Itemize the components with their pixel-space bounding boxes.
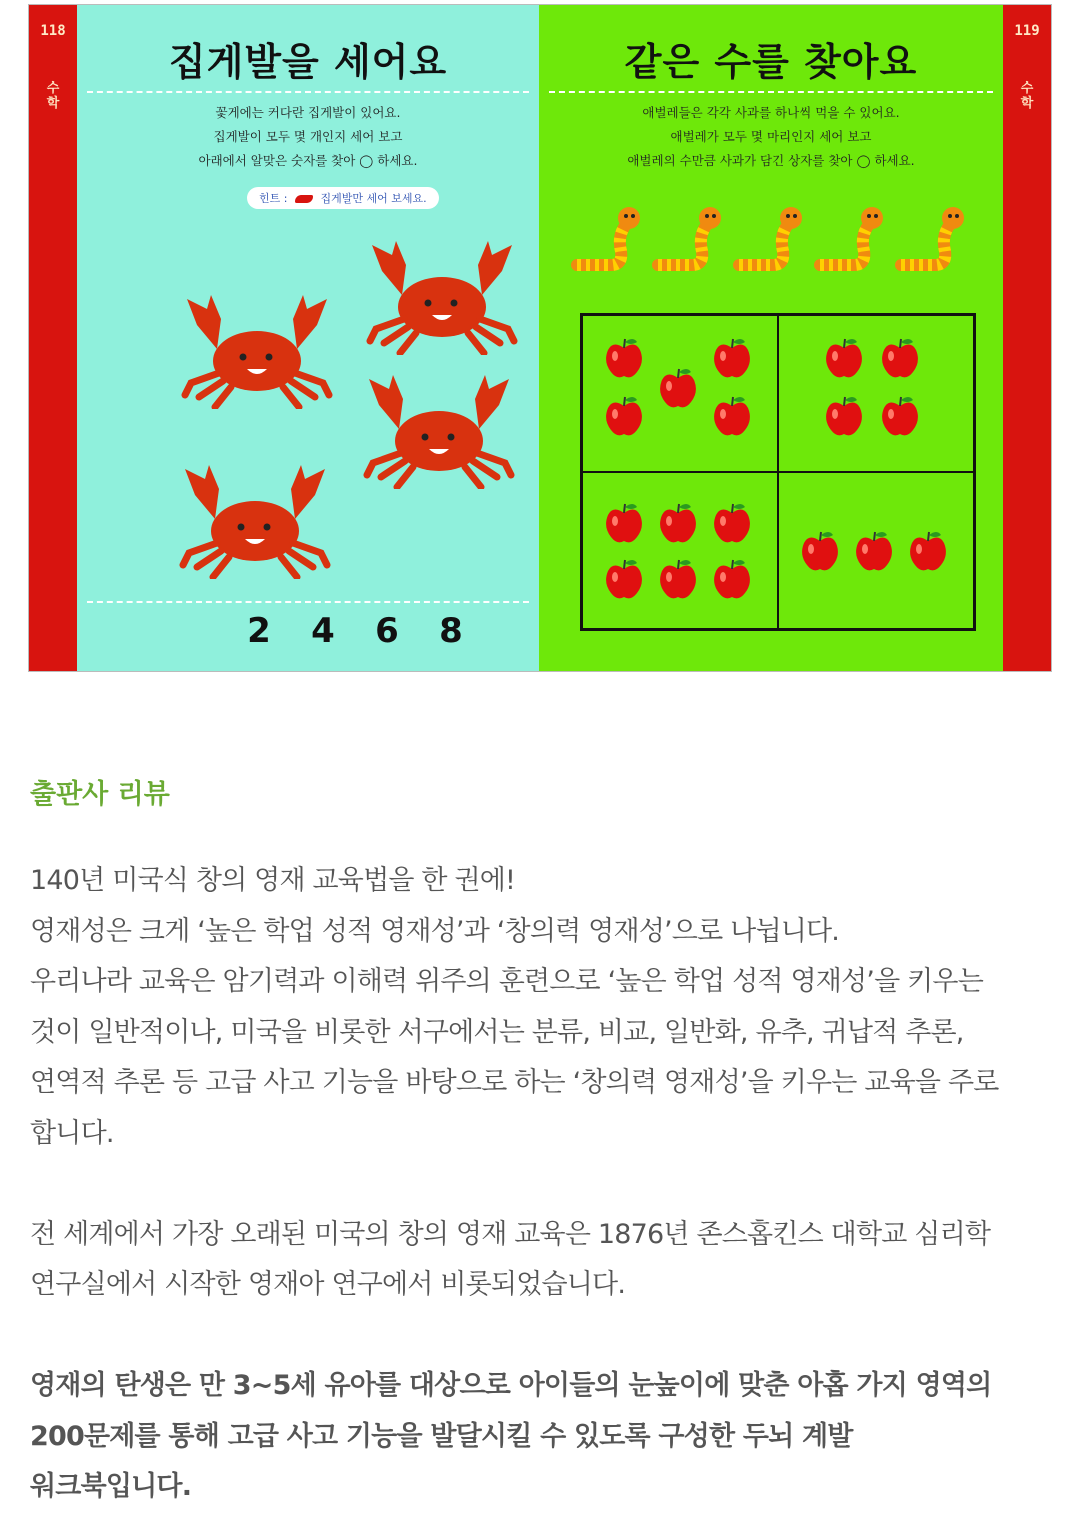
caterpillar-illustration [733,205,805,277]
review-line: 워크북입니다. [30,1471,192,1502]
apple-icon [879,336,921,376]
right-page-tab [1003,5,1051,671]
review-line: 200문제를 통해 고급 사고 기능을 발달시킬 수 있도록 구성한 두뇌 계발 [30,1420,853,1452]
apple-icon [603,501,645,541]
crab-illustration [177,291,337,409]
apple-icon [603,394,645,434]
instruction-line: 애벌레가 모두 몇 마리인지 세어 보고 [670,129,872,144]
caterpillar-illustration [571,205,643,277]
apple-icon [711,557,753,597]
left-page-tab [29,5,77,671]
apple-icon [657,501,699,541]
review-line: 합니다. [30,1117,114,1149]
apple-icon [799,529,841,569]
answer-choice: 8 [439,611,463,651]
right-instructions [539,101,1003,173]
apple-icon [603,336,645,376]
divider [87,91,529,93]
review-line: 영재의 탄생은 만 3~5세 유아를 대상으로 아이들의 눈높이에 맞춘 아홉 가지 영역의 [30,1370,992,1401]
apple-icon [853,529,895,569]
hint-label: 힌트 : [259,192,288,205]
answer-choice: 2 [247,611,271,651]
apple-icon [907,529,949,569]
review-line: 것이 일반적이나, 미국을 비롯한 서구에서는 분류, 비교, 일반화, 유추, 귀납적 추론, [30,1016,964,1048]
right-page [539,5,1003,671]
left-page-title: 집게발을 세어요 [168,40,448,84]
hint-text: 집게발만 세어 보세요. [320,192,427,205]
crab-illustration [362,237,522,355]
caterpillar-illustration [895,205,967,277]
review-line: 연구실에서 시작한 영재아 연구에서 비롯되었습니다. [30,1269,626,1300]
apple-icon [657,557,699,597]
apple-icon [711,394,753,434]
answer-choice: 6 [375,611,399,651]
instruction-line: 꽃게에는 커다란 집게발이 있어요. [215,105,401,120]
caterpillar-illustration [814,205,886,277]
right-subject-label: 수학 [1020,81,1034,111]
review-line: 140년 미국식 창의 영재 교육법을 한 권에! [30,865,516,896]
instruction-line: 애벌레들은 각각 사과를 하나씩 먹을 수 있어요. [642,105,900,120]
left-subject-label: 수학 [46,81,60,111]
apple-box [778,315,974,472]
publisher-review-heading: 출판사 리뷰 [30,779,170,810]
caterpillar-illustration [652,205,724,277]
apple-icon [823,336,865,376]
hint-badge [247,187,439,209]
apple-box [582,315,778,472]
review-line: 우리나라 교육은 암기력과 이해력 위주의 훈련으로 ‘높은 학업 성적 영재성’을 키우는 [30,966,983,997]
apple-icon [711,336,753,376]
answer-choice: 4 [311,611,335,651]
answer-choices [227,611,483,651]
right-page-number: 119 [1014,23,1040,39]
apple-box [778,472,974,629]
publisher-review-body [30,856,1060,1513]
crab-claw-icon [295,195,313,203]
apple-icon [657,366,699,406]
left-instructions [77,101,539,173]
apple-box-grid [580,313,976,631]
left-page-number: 118 [40,23,66,39]
divider [87,601,529,603]
divider [549,91,993,93]
apple-icon [603,557,645,597]
review-line: 영재성은 크게 ‘높은 학업 성적 영재성’과 ‘창의력 영재성’으로 나뉩니다. [30,915,840,947]
left-page [77,5,539,671]
crab-illustration [359,371,519,489]
crab-illustration [175,461,335,579]
instruction-line: 아래에서 알맞은 숫자를 찾아 ◯ 하세요. [198,153,418,168]
book-spread-image [28,4,1052,672]
instruction-line: 애벌레의 수만큼 사과가 담긴 상자를 찾아 ◯ 하세요. [627,153,915,168]
apple-icon [823,394,865,434]
instruction-line: 집게발이 모두 몇 개인지 세어 보고 [213,129,403,144]
right-page-title: 같은 수를 찾아요 [624,40,918,84]
apple-icon [879,394,921,434]
apple-box [582,472,778,629]
review-line: 전 세계에서 가장 오래된 미국의 창의 영재 교육은 1876년 존스홉킨스 대학교 심리학 [30,1218,991,1250]
review-line: 연역적 추론 등 고급 사고 기능을 바탕으로 하는 ‘창의력 영재성’을 키우는 교육을 주로 [30,1067,999,1098]
apple-icon [711,501,753,541]
